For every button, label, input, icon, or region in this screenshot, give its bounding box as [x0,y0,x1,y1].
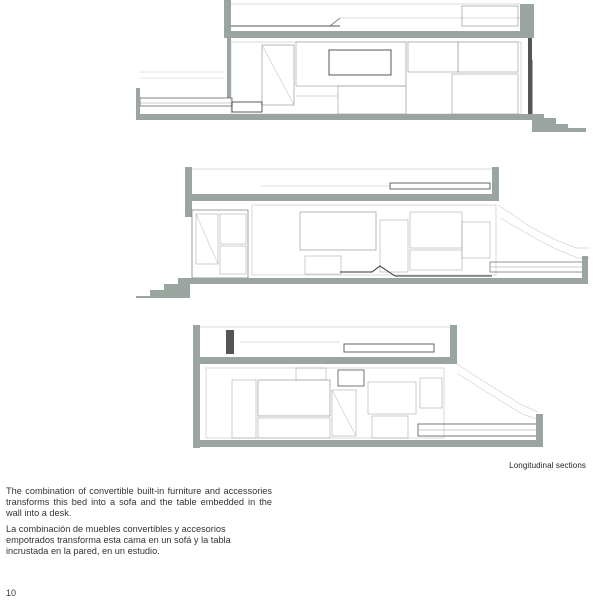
page-number: 10 [6,588,17,598]
paragraph-spanish: La combinación de muebles convertibles y accesorios empotrados transforma esta cama en un sofá y la tabla incrustada en la pared, en un estudio. [6,524,231,556]
section-3 [193,325,543,448]
paragraph-english: The combination of convertible built-in furniture and accessories transforms this bed into a sofa and the table embedded in the wall into a desk. [6,486,272,518]
figure-caption: Longitudinal sections [509,461,586,470]
section-1 [136,0,586,132]
section-2 [136,167,590,298]
